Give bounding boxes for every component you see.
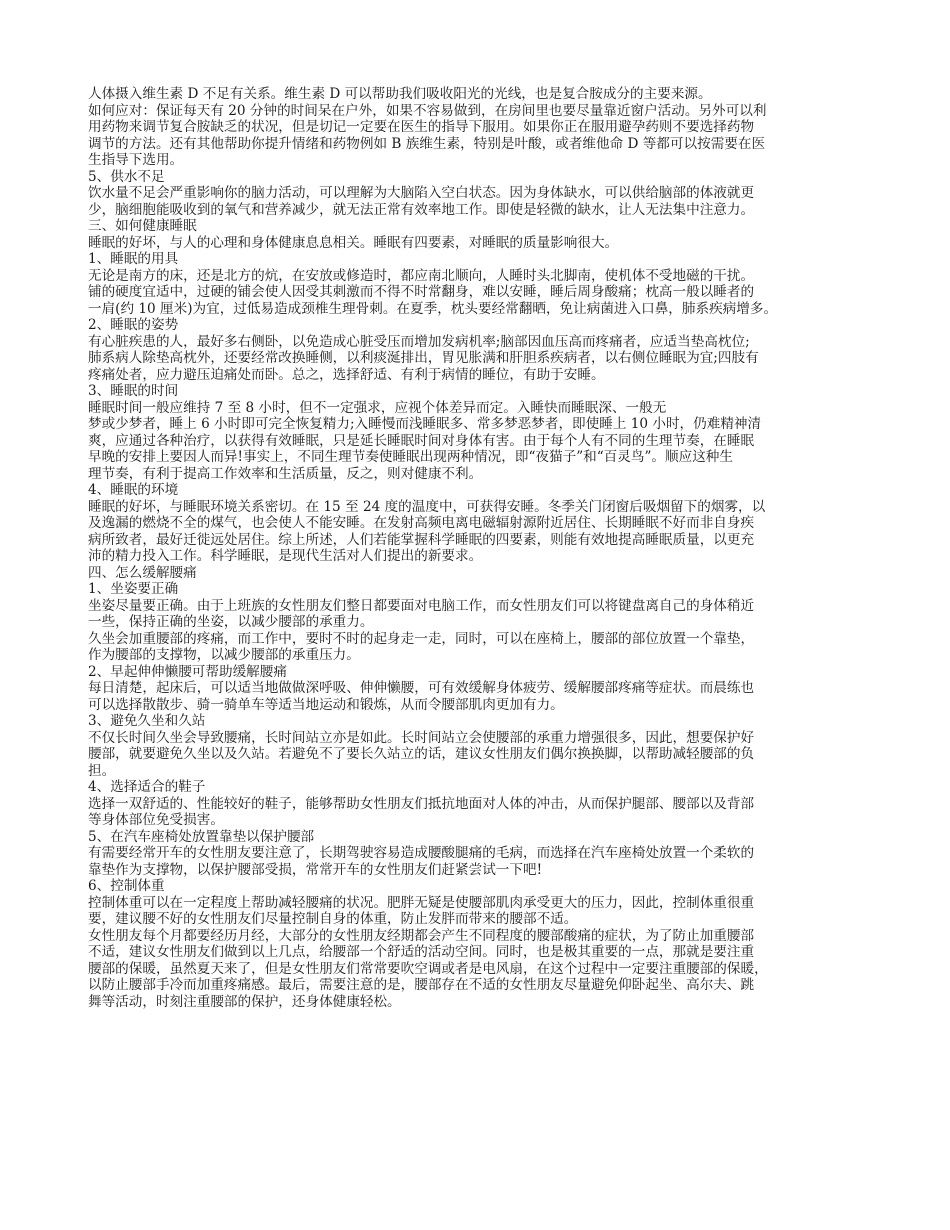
text-line: 腰部，就要避免久坐以及久站。若避免不了要长久站立的话，建议女性朋友们偶尔换换脚，以帮助减轻腰部的负 [88, 746, 755, 762]
text-line: 睡眠的好坏，与睡眠环境关系密切。在 15 至 24 度的温度中，可获得安睡。冬季关门闭窗后吸烟留下的烟雾，以 [88, 498, 766, 515]
text-line: 四、怎么缓解腰痛 [88, 564, 197, 581]
text-line: 三、如何健康睡眠 [88, 218, 197, 234]
text-line: 爽，应通过各种治疗，以获得有效睡眠，只是延长睡眠时间对身体有害。由于每个人有不同的生理节奏，在睡眠 [88, 432, 755, 449]
text-line: 每日清楚，起床后，可以适当地做做深呼吸、伸伸懒腰，可有效缓解身体疲劳、缓解腰部疼痛等症状。而晨练也 [88, 680, 755, 696]
text-line: 不仅长时间久坐会导致腰痛，长时间站立亦是如此。长时间站立会使腰部的承重力增强很多，因此，想要保护好 [88, 729, 755, 746]
text-line: 如何应对：保证每天有 20 分钟的时间呆在户外，如果不容易做到，在房间里也要尽量靠近窗户活动。另外可以利 [88, 102, 767, 119]
text-line: 控制体重可以在一定程度上帮助减轻腰痛的状况。肥胖无疑是使腰部肌肉承受更大的压力，因此，控制体重很重 [88, 894, 755, 911]
text-line: 5、在汽车座椅处放置靠垫以保护腰部 [88, 828, 315, 845]
text-line: 无论是南方的床，还是北方的炕，在安放或修造时，都应南北顺向，人睡时头北脚南，使机体不受地磁的干扰。 [88, 267, 755, 284]
text-line: 以防止腰部手冷而加重疼痛感。最后，需要注意的是，腰部存在不适的女性朋友尽量避免仰卧起坐、高尔夫、跳 [88, 977, 755, 993]
text-line: 3、避免久坐和久站 [88, 713, 206, 729]
text-line: 作为腰部的支撑物，以减少腰部的承重压力。 [88, 647, 360, 663]
text-line: 病所致者，最好迁徙远处居住。综上所述，人们若能掌握科学睡眠的四要素，则能有效地提高睡眠质量，以更充 [88, 531, 755, 548]
text-line: 4、睡眠的环境 [88, 482, 179, 498]
text-line: 选择一双舒适的、性能较好的鞋子，能够帮助女性朋友们抵抗地面对人体的冲击，从而保护腿部、腰部以及背部 [88, 795, 755, 812]
document-body [88, 86, 878, 1010]
text-line: 可以选择散散步、骑一骑单车等适当地运动和锻炼，从而令腰部肌肉更加有力。 [88, 696, 564, 713]
text-line: 理节奏，有利于提高工作效率和生活质量，反之，则对健康不利。 [88, 465, 483, 482]
text-line: 坐姿尽量要正确。由于上班族的女性朋友们整日都要面对电脑工作，而女性朋友们可以将键盘离自己的身体稍近 [88, 597, 755, 614]
text-line: 早晚的安排上要因人而异!事实上，不同生理节奏使睡眠出现两种情况，即“夜猫子”和“百灵鸟”。顺应这种生 [88, 449, 733, 465]
text-line: 不适，建议女性朋友们做到以上几点，给腰部一个舒适的活动空间。同时，也是极其重要的一点，那就是要注重 [88, 944, 755, 960]
text-line: 靠垫作为支撑物，以保护腰部受损，常常开车的女性朋友们赶紧尝试一下吧! [88, 861, 543, 878]
text-line: 及逸漏的燃烧不全的煤气，也会使人不能安睡。在发射高频电离电磁辐射源附近居住、长期睡眠不好而非自身疾 [88, 515, 755, 531]
text-line: 1、睡眠的用具 [88, 251, 179, 267]
text-line: 等身体部位免受损害。 [88, 812, 224, 828]
text-line: 有需要经常开车的女性朋友要注意了，长期驾驶容易造成腰酸腿痛的毛病，而选择在汽车座椅处放置一个柔软的 [88, 845, 755, 861]
text-line: 腰部的保暖，虽然夏天来了，但是女性朋友们常常要吹空调或者是电风扇，在这个过程中一定要注重腰部的保暖， [88, 960, 768, 977]
text-line: 一些，保持正确的坐姿，以减少腰部的承重力。 [88, 614, 374, 630]
text-line: 女性朋友每个月都要经历月经，大部分的女性朋友经期都会产生不同程度的腰部酸痛的症状，为了防止加重腰部 [88, 927, 755, 944]
text-line: 沛的精力投入工作。科学睡眠，是现代生活对人们提出的新要求。 [88, 548, 483, 564]
text-line: 铺的硬度宜适中，过硬的铺会使人因受其刺激而不得不时常翻身，难以安睡，睡后周身酸痛；枕高一般以睡者的 [88, 284, 755, 300]
text-line: 2、睡眠的姿势 [88, 317, 179, 333]
text-line: 4、选择适合的鞋子 [88, 779, 206, 795]
text-line: 一肩(约 10 厘米)为宜，过低易造成颈椎生理骨刺。在夏季，枕头要经常翻晒，免让病菌进入口鼻，肺系疾病增多。 [88, 300, 778, 317]
text-line: 生指导下选用。 [88, 152, 184, 168]
text-line: 6、控制体重 [88, 878, 165, 894]
text-line: 久坐会加重腰部的疼痛，而工作中，要时不时的起身走一走，同时，可以在座椅上，腰部的部位放置一个靠垫， [88, 630, 755, 647]
text-line: 要，建议腰不好的女性朋友们尽量控制自身的体重，防止发胖而带来的腰部不适。 [88, 911, 578, 927]
text-line: 舞等活动，时刻注重腰部的保护，还身体健康轻松。 [88, 993, 401, 1010]
text-line: 睡眠时间一般应维持 7 至 8 小时，但不一定强求，应视个体差异而定。入睡快而睡眠深、一般无 [88, 399, 667, 416]
text-line: 1、坐姿要正确 [88, 581, 179, 597]
text-line: 少，脑细胞能吸收到的氧气和营养减少，就无法正常有效率地工作。即使是轻微的缺水，让人无法集中注意力。 [88, 201, 755, 218]
text-line: 担。 [88, 762, 116, 779]
text-line: 调节的方法。还有其他帮助你提升情绪和药物例如 B 族维生素，特别是叶酸，或者维他命 D 等都可以按需要在医 [88, 135, 766, 152]
text-line: 3、睡眠的时间 [88, 383, 179, 399]
text-line: 用药物来调节复合胺缺乏的状况，但是切记一定要在医生的指导下服用。如果你正在服用避孕药则不要选择药物 [88, 119, 755, 135]
text-line: 有心脏疾患的人，最好多右侧卧，以免造成心脏受压而增加发病机率;脑部因血压高而疼痛者，应适当垫高枕位; [88, 333, 750, 350]
text-line: 梦或少梦者，睡上 6 小时即可完全恢复精力;入睡慢而浅睡眠多、常多梦恶梦者，即使睡上 10 小时，仍难精神清 [88, 416, 762, 432]
text-line: 饮水量不足会严重影响你的脑力活动，可以理解为大脑陷入空白状态。因为身体缺水，可以供给脑部的体液就更 [88, 185, 755, 201]
text-line: 肺系病人除垫高枕外，还要经常改换睡侧，以利痰涎排出，胃见胀满和肝胆系疾病者，以右侧位睡眠为宜;四肢有 [88, 350, 759, 366]
text-line: 5、供水不足 [88, 168, 165, 185]
text-line: 2、早起伸伸懒腰可帮助缓解腰痛 [88, 663, 287, 680]
text-line: 睡眠的好坏，与人的心理和身体健康息息相关。睡眠有四要素，对睡眠的质量影响很大。 [88, 234, 619, 251]
text-line: 疼痛处者，应力避压迫痛处而卧。总之，选择舒适、有利于病情的睡位，有助于安睡。 [88, 366, 605, 383]
text-line: 人体摄入维生素 D 不足有关系。维生素 D 可以帮助我们吸收阳光的光线，也是复合胺成分的主要来源。 [88, 86, 712, 102]
